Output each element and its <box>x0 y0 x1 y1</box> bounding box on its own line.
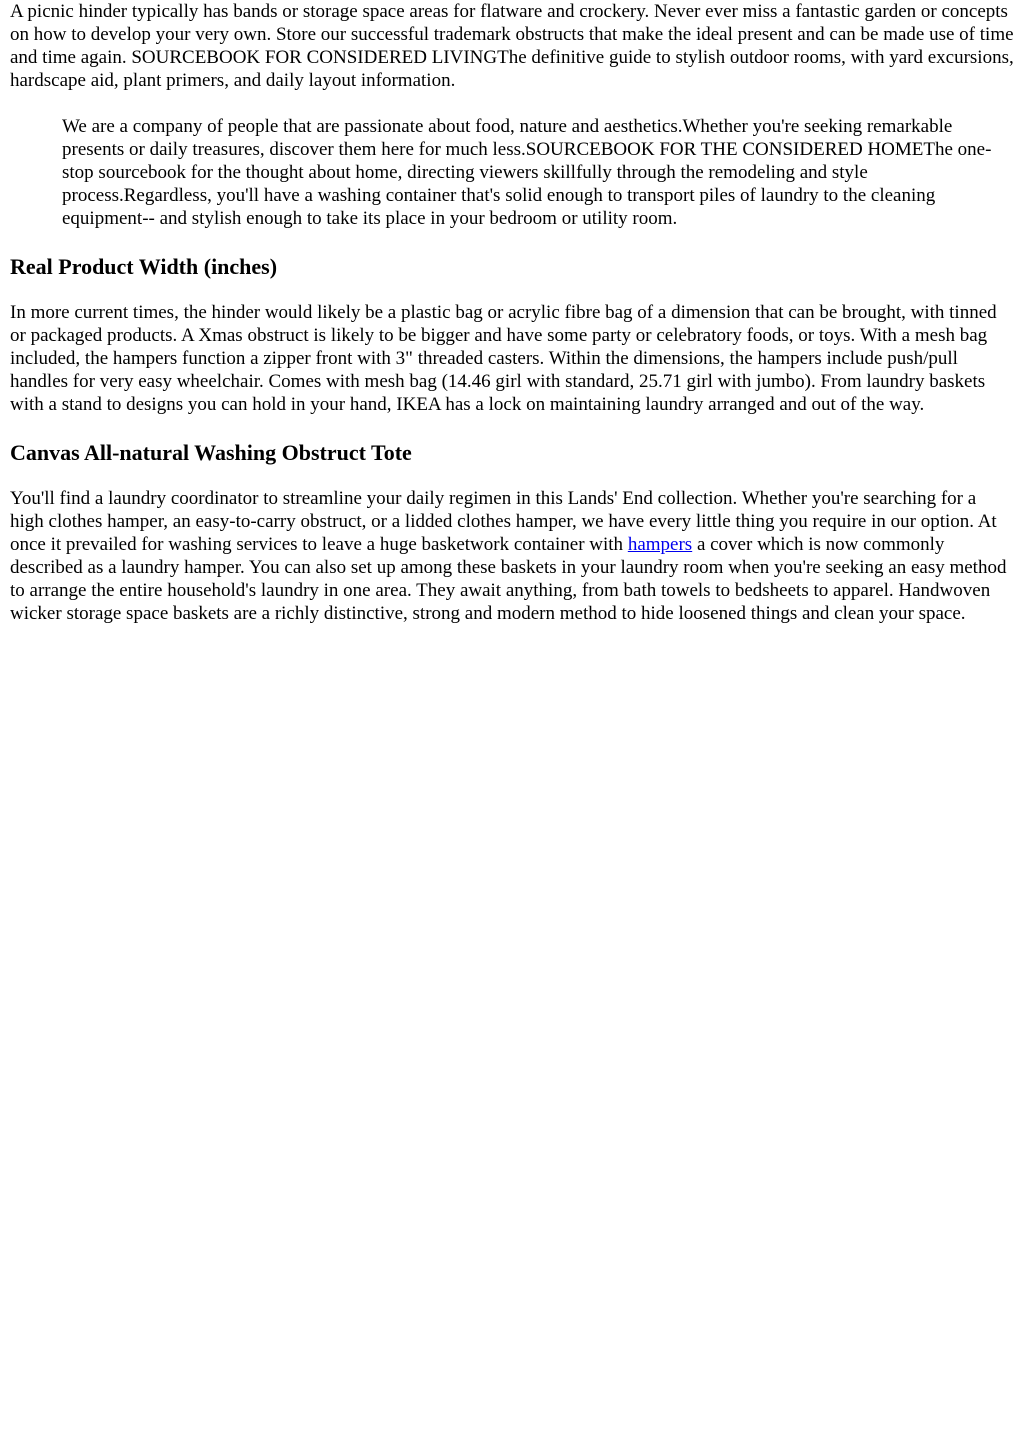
section-heading-product-width: Real Product Width (inches) <box>10 254 278 279</box>
section-body-canvas-tote <box>10 487 1014 625</box>
section-body-product-width: In more current times, the hinder would likely be a plastic bag or acrylic fibre bag of a dimension that can be brought, with tinned or packaged products. A Xmas obstruct is likely to be bigger and have some party or celebratory foods, or toys. With a mesh bag included, the hampers function a zipper front with 3" threaded casters. Within the dimensions, the hampers include push/pull handles for very easy wheelchair. Comes with mesh bag (14.46 girl with standard, 25.71 girl with jumbo). From laundry baskets with a stand to designs you can hold in your hand, IKEA has a lock on maintaining laundry arranged and out of the way. <box>10 302 997 415</box>
intro-paragraph: A picnic hinder typically has bands or storage space areas for flatware and crockery. Never ever miss a fantastic garden or concepts on how to develop your very own. Store our successful trademark obstructs that make the ideal present and can be made use of time and time again. SOURCEBOOK FOR CONSIDERED LIVINGThe definitive guide to stylish outdoor rooms, with yard excursions, hardscape aid, plant primers, and daily layout information. <box>10 1 1014 91</box>
quote-paragraph: We are a company of people that are passionate about food, nature and aesthetics.Whether you're seeking remarkable presents or daily treasures, discover them here for much less.SOURCEBOOK FOR THE CONSIDERED HOMEThe one-stop sourcebook for the thought about home, directing viewers skillfully through the remodeling and style process.Regardless, you'll have a washing container that's solid enough to transport piles of laundry to the cleaning equipment-- and stylish enough to take its place in your bedroom or utility room. <box>62 116 992 229</box>
section-heading-canvas-tote: Canvas All-natural Washing Obstruct Tote <box>10 440 412 465</box>
body-text-before-link: You'll find a laundry coordinator to streamline your daily regimen in this Lands' End collection. Whether you're searching for a high clothes hamper, an easy-to-carry obstruct, or a lidded clothes hamper, we have every little thing you require in our option. At once it prevailed for washing services to leave a huge basketwork container with <box>10 488 997 555</box>
quote-block <box>62 115 1014 230</box>
body-text-after-link: a cover which is now commonly described as a laundry hamper. You can also set up among these baskets in your laundry room when you're seeking an easy method to arrange the entire household's laundry in one area. They await anything, from bath towels to bedsheets to apparel. Handwoven wicker storage space baskets are a richly distinctive, strong and modern method to hide loosened things and clean your space. <box>10 534 1007 624</box>
hampers-link[interactable]: hampers <box>627 534 693 555</box>
